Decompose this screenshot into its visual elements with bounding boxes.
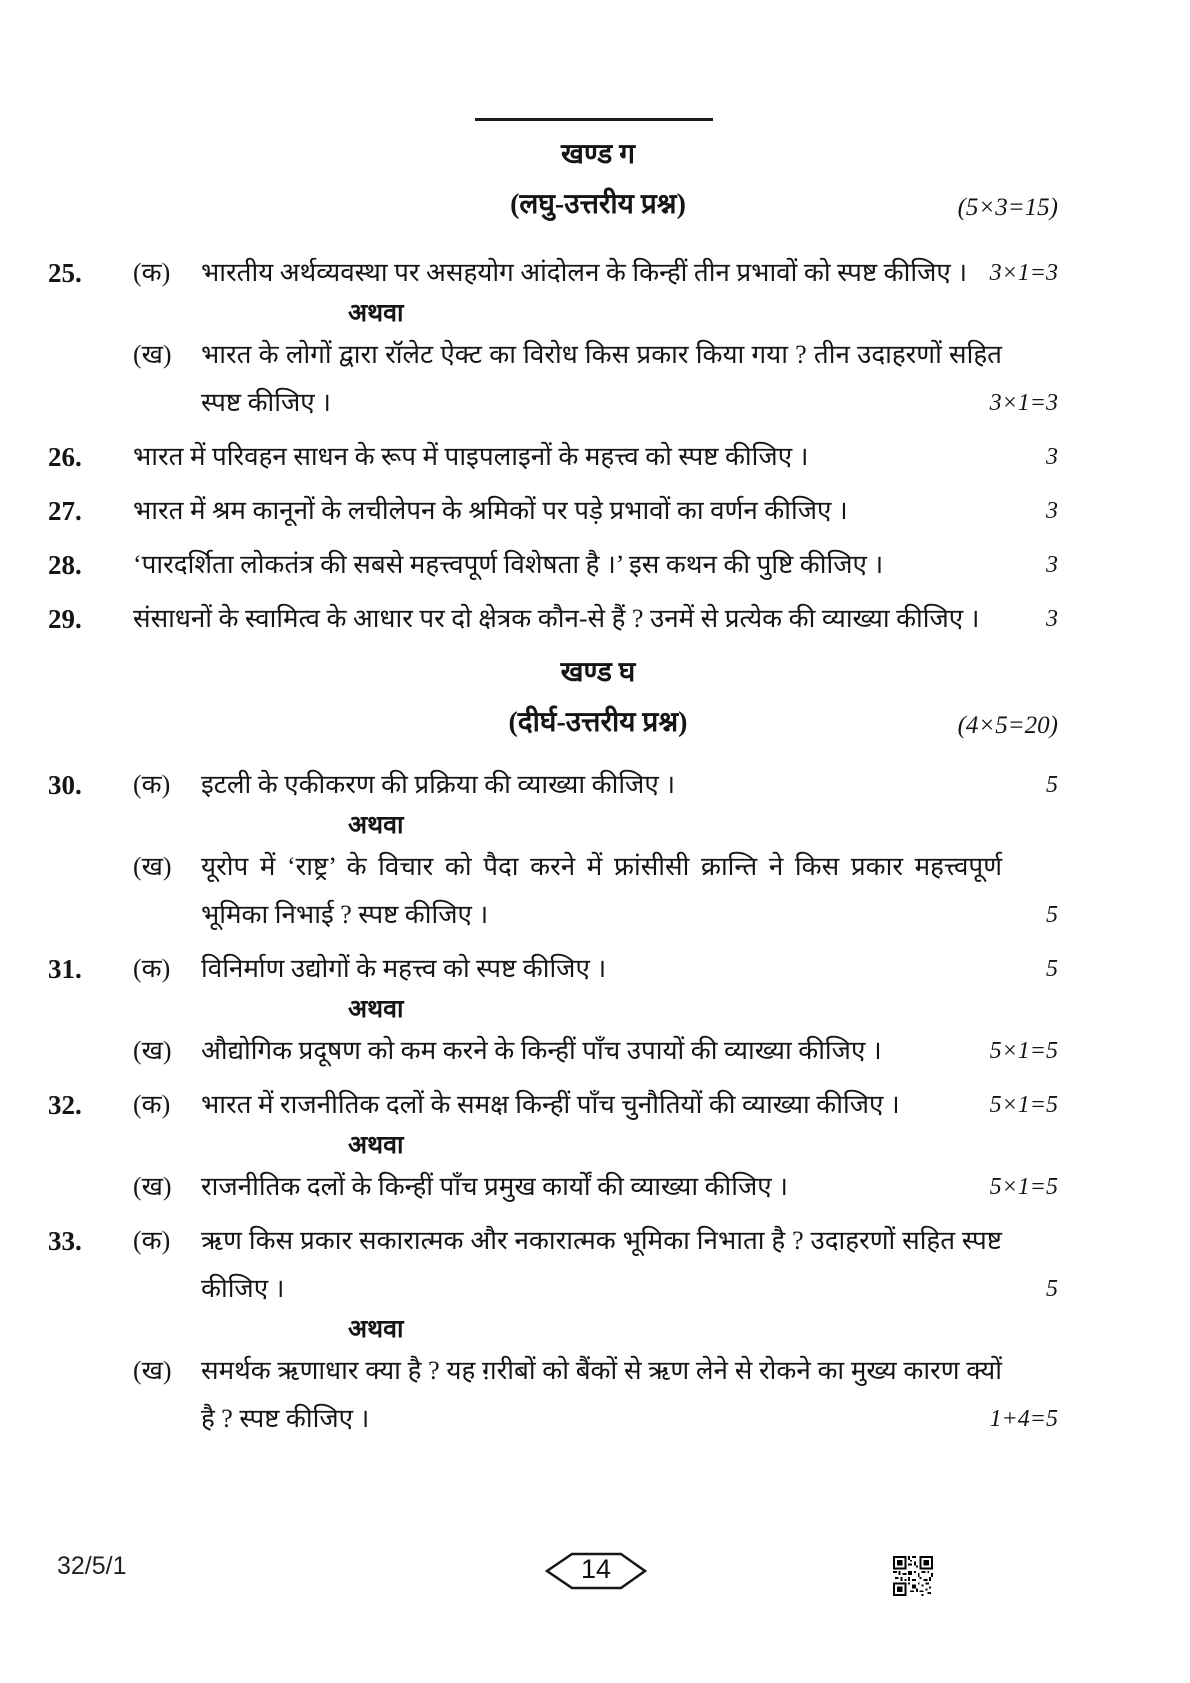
question-number: 30.: [48, 770, 82, 800]
part-label: (क): [133, 770, 171, 799]
section-c-subtitle: (लघु-उत्तरीय प्रश्न): [510, 189, 686, 220]
section-c-title: खण्ड ग: [561, 139, 635, 170]
question-31-part-b: [48, 1027, 1058, 1075]
question-text: भारत के लोगों द्वारा रॉलेट ऐक्ट का विरोध किस प्रकार किया गया ? तीन उदाहरणों सहित स्पष्ट कीजिए ।: [201, 340, 1002, 417]
question-marks: 5×1=5: [989, 1092, 1058, 1118]
question-33-part-a: [48, 1217, 1058, 1313]
question-marks: 3×1=3: [989, 390, 1058, 416]
page-number: 14: [580, 1554, 612, 1584]
question-marks: 5: [1046, 772, 1058, 798]
part-label: (ख): [133, 852, 172, 881]
question-marks: 5×1=5: [989, 1038, 1058, 1064]
section-d-subtitle: (दीर्घ-उत्तरीय प्रश्न): [508, 707, 688, 738]
question-marks: 3×1=3: [989, 260, 1058, 286]
question-31: [48, 945, 1058, 1075]
question-text: ‘पारदर्शिता लोकतंत्र की सबसे महत्त्वपूर्ण विशेषता है ।’ इस कथन की पुष्टि कीजिए ।: [133, 550, 884, 579]
top-rule: [475, 118, 713, 121]
question-25-part-a: [48, 249, 1058, 297]
question-number: 28.: [48, 550, 82, 580]
question-28: [48, 541, 1058, 589]
paper-code: 32/5/1: [57, 1552, 127, 1580]
question-number: 27.: [48, 496, 82, 526]
section-d-subheader: [48, 701, 1058, 745]
part-label: (क): [133, 1226, 171, 1255]
question-marks: 5: [1046, 1276, 1058, 1302]
question-33: [48, 1217, 1058, 1443]
question-text: भारत में श्रम कानूनों के लचीलेपन के श्रमिकों पर पड़े प्रभावों का वर्णन कीजिए ।: [133, 496, 848, 525]
question-28-row: [48, 541, 1058, 589]
question-text: यूरोप में ‘राष्ट्र’ के विचार को पैदा करने में फ्रांसीसी क्रान्ति ने किस प्रकार महत्त्वपूर्ण भूमिका निभाई ? स्पष्ट कीजिए ।: [201, 852, 1002, 929]
question-text: विनिर्माण उद्योगों के महत्त्व को स्पष्ट कीजिए ।: [201, 954, 607, 983]
question-25: [48, 249, 1058, 427]
question-marks: 3: [1046, 498, 1058, 524]
question-number: 25.: [48, 258, 82, 288]
part-label: (क): [133, 1090, 171, 1119]
question-marks: 3: [1046, 606, 1058, 632]
question-32-part-b: [48, 1163, 1058, 1211]
question-32: [48, 1081, 1058, 1211]
question-30-part-a: [48, 761, 1058, 809]
question-marks: 5×1=5: [989, 1174, 1058, 1200]
question-number: 32.: [48, 1090, 82, 1120]
question-30: [48, 761, 1058, 939]
question-text: भारत में राजनीतिक दलों के समक्ष किन्हीं पाँच चुनौतियों की व्याख्या कीजिए ।: [201, 1090, 900, 1119]
question-30-part-b: [48, 843, 1058, 939]
question-number: 26.: [48, 442, 82, 472]
section-c-subheader: [48, 183, 1058, 227]
section-d-title: खण्ड घ: [560, 657, 636, 688]
question-27-row: [48, 487, 1058, 535]
or-separator: अथवा: [348, 812, 404, 839]
question-29: [48, 595, 1058, 643]
question-marks: 3: [1046, 444, 1058, 470]
part-label: (क): [133, 954, 171, 983]
question-text: भारतीय अर्थव्यवस्था पर असहयोग आंदोलन के किन्हीं तीन प्रभावों को स्पष्ट कीजिए ।: [201, 258, 968, 287]
part-label: (ख): [133, 1356, 172, 1385]
part-label: (क): [133, 258, 171, 287]
question-marks: 1+4=5: [989, 1406, 1058, 1432]
section-c-total-marks: (5×3=15): [957, 194, 1058, 221]
or-separator: अथवा: [348, 300, 404, 327]
part-label: (ख): [133, 340, 172, 369]
part-label: (ख): [133, 1172, 172, 1201]
question-29-row: [48, 595, 1058, 643]
page-content: [48, 98, 1058, 1443]
question-text: भारत में परिवहन साधन के रूप में पाइपलाइनों के महत्त्व को स्पष्ट कीजिए ।: [133, 442, 809, 471]
question-marks: 3: [1046, 552, 1058, 578]
question-26: [48, 433, 1058, 481]
or-separator: अथवा: [348, 996, 404, 1023]
question-27: [48, 487, 1058, 535]
question-32-part-a: [48, 1081, 1058, 1129]
question-number: 31.: [48, 954, 82, 984]
question-text: राजनीतिक दलों के किन्हीं पाँच प्रमुख कार्यों की व्याख्या कीजिए ।: [201, 1172, 789, 1201]
qr-code: [893, 1556, 933, 1596]
or-separator: अथवा: [348, 1316, 404, 1343]
question-33-part-b: [48, 1347, 1058, 1443]
question-marks: 5: [1046, 956, 1058, 982]
part-label: (ख): [133, 1036, 172, 1065]
page-number-badge: [545, 1551, 647, 1591]
question-25-part-b: [48, 331, 1058, 427]
question-text: ऋण किस प्रकार सकारात्मक और नकारात्मक भूमिका निभाता है ? उदाहरणों सहित स्पष्ट कीजिए ।: [201, 1226, 1002, 1303]
or-separator: अथवा: [348, 1132, 404, 1159]
question-number: 29.: [48, 604, 82, 634]
question-text: इटली के एकीकरण की प्रक्रिया की व्याख्या कीजिए ।: [201, 770, 676, 799]
question-number: 33.: [48, 1226, 82, 1256]
question-text: समर्थक ऋणाधार क्या है ? यह ग़रीबों को बैंकों से ऋण लेने से रोकने का मुख्य कारण क्यों है ? स्पष्ट कीजिए ।: [201, 1356, 1002, 1433]
question-26-row: [48, 433, 1058, 481]
question-text: औद्योगिक प्रदूषण को कम करने के किन्हीं पाँच उपायों की व्याख्या कीजिए ।: [201, 1036, 882, 1065]
question-marks: 5: [1046, 902, 1058, 928]
question-text: संसाधनों के स्वामित्व के आधार पर दो क्षेत्रक कौन-से हैं ? उनमें से प्रत्येक की व्याख्या कीजिए ।: [133, 604, 980, 633]
section-d-total-marks: (4×5=20): [957, 712, 1058, 739]
question-31-part-a: [48, 945, 1058, 993]
